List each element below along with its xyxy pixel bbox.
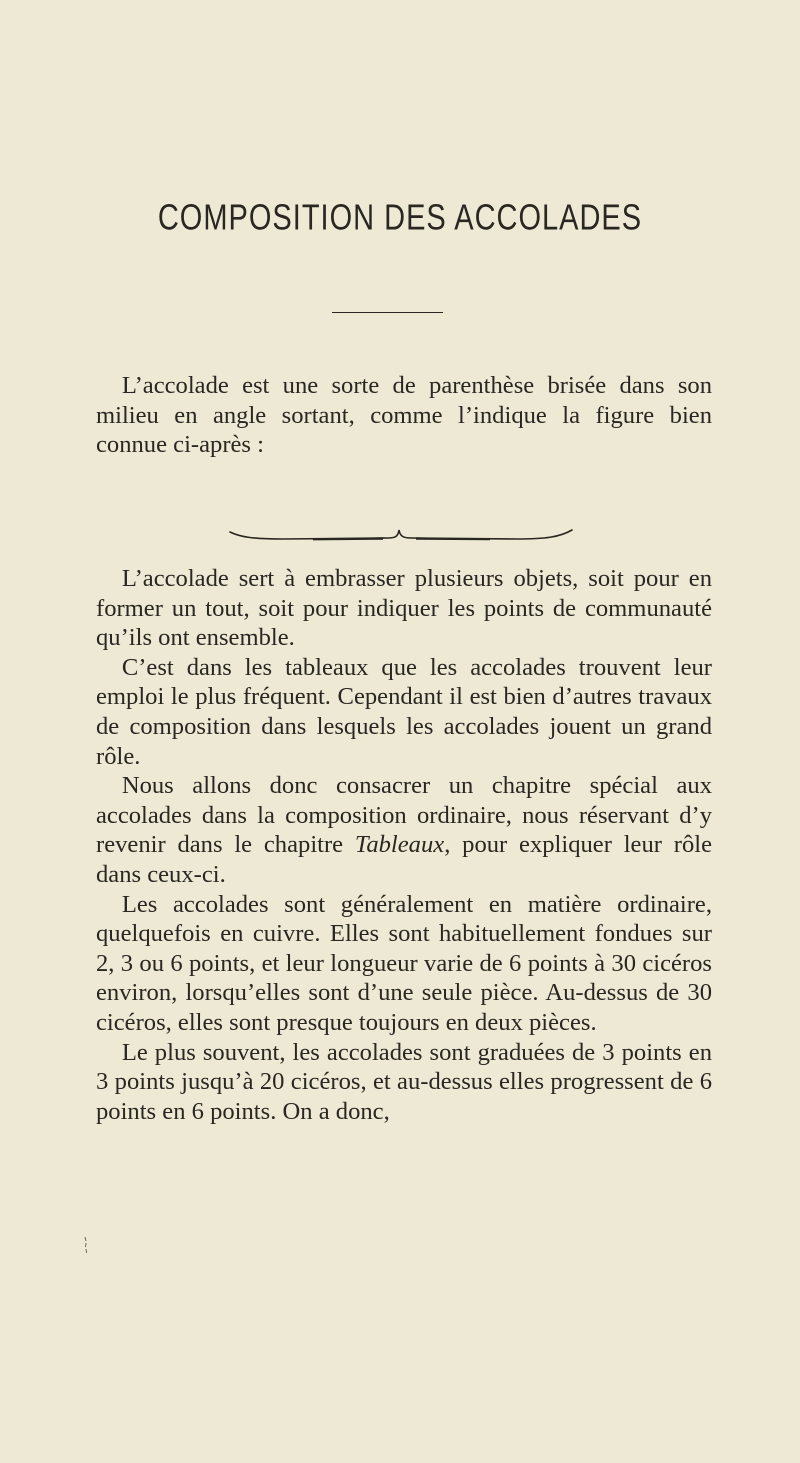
paragraph-4: Les accolades sont généralement en matière ordinaire, quelquefois en cuivre. Elles sont habituellement fondues sur 2, 3 ou 6 points, et leur longueur varie de 6 points à 30 cicéros environ, lorsqu’elles sont d’une seule pièce. Au-dessus de 30 cicéros, elles sont presque toujours en deux pièces. [96, 890, 712, 1036]
title-rule [332, 312, 443, 313]
body-section [96, 564, 712, 1126]
paragraph-intro: L’accolade est une sorte de parenthèse brisée dans son milieu en angle sortant, comme l’indique la figure bien connue ci-après : [96, 372, 712, 459]
horizontal-brace-figure [228, 520, 574, 548]
paper-speck [83, 1236, 89, 1254]
paragraph-5: Le plus souvent, les accolades sont graduées de 3 points en 3 points jusqu’à 20 cicéros, et au-dessus elles progressent de 6 points en 6 points. On a donc, [96, 1038, 712, 1125]
paragraph-2: C’est dans les tableaux que les accolades trouvent leur emploi le plus fréquent. Cependant il est bien d’autres travaux de composition dans lesquels les accolades jouent un grand rôle. [96, 653, 712, 770]
page-title: COMPOSITION DES ACCOLADES [157, 198, 643, 238]
paragraph-3-before: Nous allons donc consacrer un chapitre spécial aux accolades dans la composition ordinaire, nous réservant d’y revenir dans le chapitre [96, 772, 712, 859]
paragraph-1: L’accolade sert à embrasser plusieurs objets, soit pour en former un tout, soit pour indiquer les points de communauté qu’ils ont ensemble. [96, 565, 712, 652]
intro-section [96, 371, 712, 460]
paragraph-3-after: , pour expliquer leur rôle dans ceux-ci. [96, 831, 712, 888]
paragraph-3 [96, 771, 712, 889]
paragraph-3-italic: Tableaux [354, 831, 445, 859]
